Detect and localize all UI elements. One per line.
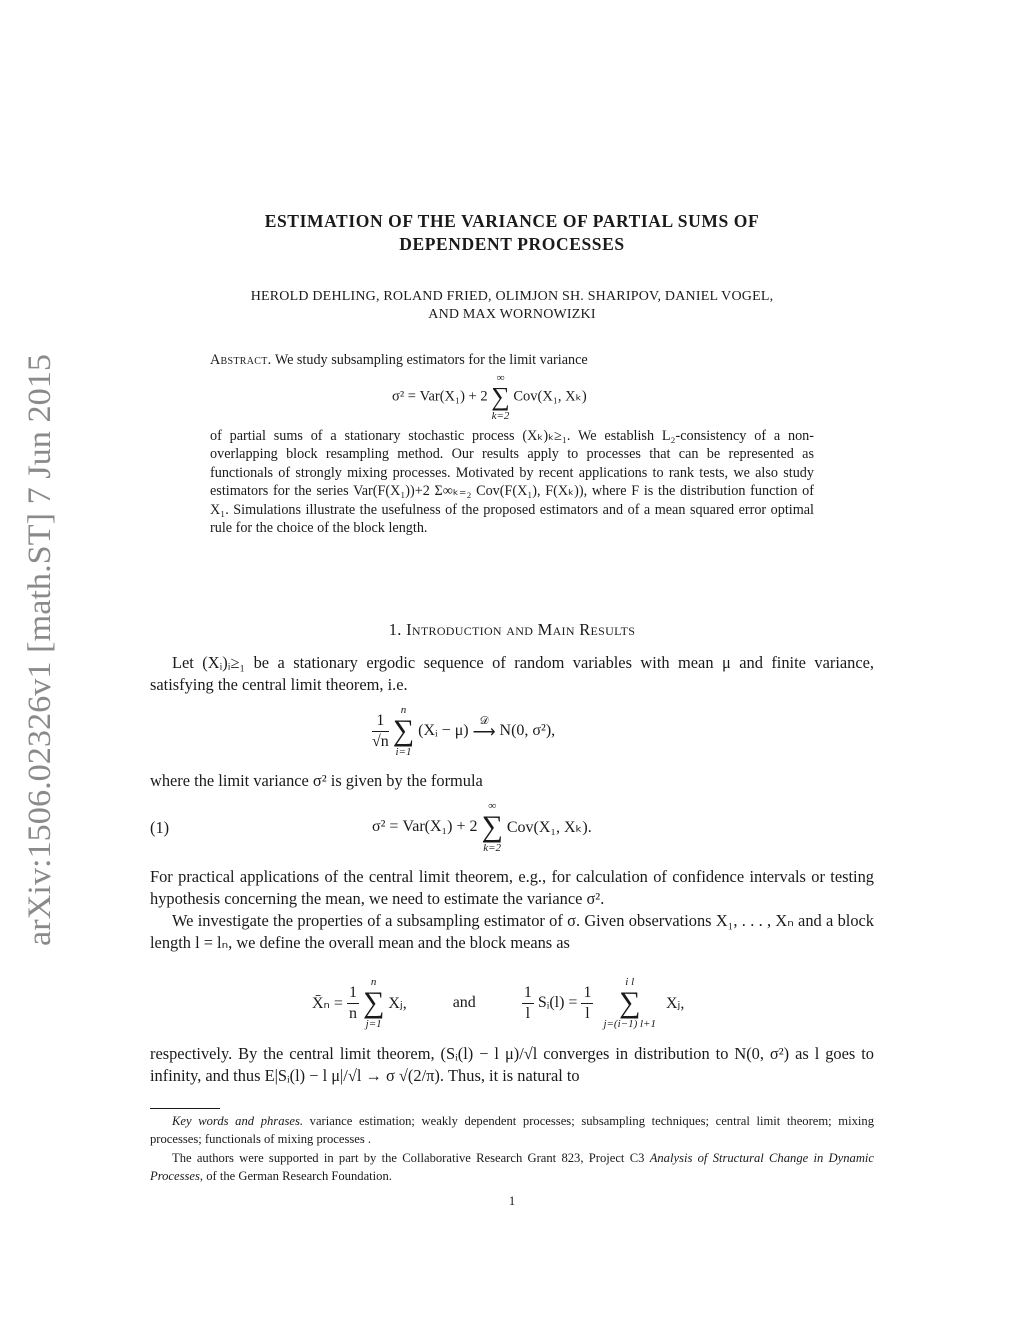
page-number: 1 — [508, 1194, 516, 1208]
sigma-symbol: ∑ — [481, 810, 503, 843]
paragraph-5: respectively. By the central limit theorem, (Sᵢ(l) − l μ)/√l converges in distribution to N(0, σ²) as l goes to infinity, and thus E|Sᵢ(l) − l μ|/√l → σ √(2/π). Thus, it is natural to — [150, 1044, 874, 1085]
title-line-1: ESTIMATION OF THE VARIANCE OF PARTIAL SUMS OF — [264, 211, 760, 231]
arrow-icon: ⟶ — [472, 723, 496, 741]
paragraph-2: where the limit variance σ² is given by the formula — [150, 771, 483, 790]
clt-sum-top: n — [400, 704, 407, 716]
block-mid: Sᵢ(l) = — [537, 994, 578, 1011]
xbar-den: n — [348, 1004, 357, 1022]
xbar-sum-bottom: j=1 — [365, 1018, 382, 1030]
block-num: 1 — [522, 983, 534, 1004]
support-project: Analysis of Structural Change in Dynamic Processes — [150, 1151, 875, 1183]
footnote-support — [150, 1150, 874, 1185]
and-word: and — [452, 994, 476, 1011]
block-sum-top: i l — [625, 976, 635, 988]
xbar-num: 1 — [347, 983, 359, 1004]
sigma-symbol: ∑ — [362, 986, 385, 1019]
abstract-eq-sum-top: ∞ — [496, 372, 505, 384]
paper-title — [150, 210, 874, 256]
variance-equation — [372, 800, 592, 854]
xbar-fraction — [347, 983, 359, 1024]
paragraph-4: We investigate the properties of a subsampling estimator of σ. Given observations X₁, . . . , Xₙ and a block length l = lₙ, we define the overall mean and the block means as — [150, 911, 874, 952]
block-term: Xⱼ, — [665, 995, 685, 1012]
block-fraction-2 — [581, 983, 593, 1024]
abstract-body: of partial sums of a stationary stochastic process (Xₖ)ₖ≥₁. We establish L₂-consistency of a non-overlapping block resampling method. Our results apply to processes that can be represented as functionals of strongly mixing processes. Motivated by recent applications to rank tests, we also study estimators for the series Var(F(X₁))+2 Σ∞ₖ₌₂ Cov(F(X₁), F(Xₖ)), where F is the distribution function of X₁. Simulations illustrate the usefulness of the proposed estimators and of a mean squared error optimal rule for the choice of the block length. — [210, 428, 814, 537]
sigma-symbol: ∑ — [392, 714, 415, 747]
clt-frac-den: √n — [372, 732, 389, 750]
abstract-eq-sum — [491, 372, 510, 422]
eq1-sum-bottom: k=2 — [483, 842, 502, 854]
footnote-rule — [150, 1108, 220, 1109]
paragraph-1: Let (Xᵢ)ᵢ≥₁ be a stationary ergodic sequence of random variables with mean μ and finite variance, satisfying the central limit theorem, i.e. — [150, 653, 874, 694]
means-equation — [312, 976, 684, 1030]
xbar-sum — [363, 976, 384, 1030]
xbar-sum-top: n — [370, 976, 377, 988]
equation-number: (1) — [150, 818, 170, 837]
author-list — [150, 288, 874, 324]
eq1-sum-top: ∞ — [488, 800, 497, 812]
abstract-intro-text: We study subsampling estimators for the limit variance — [274, 352, 588, 368]
sigma-symbol: ∑ — [619, 986, 641, 1019]
clt-sum-bottom: i=1 — [395, 746, 412, 758]
eq1-lhs: σ² = Var(X₁) + 2 — [372, 818, 478, 835]
xbar-lhs: X̄ₙ = — [312, 995, 343, 1012]
keywords-label: Key words and phrases. — [172, 1114, 304, 1128]
arxiv-stamp-text: arXiv:1506.02326v1 [math.ST] 7 Jun 2015 — [22, 375, 58, 946]
section-heading — [150, 620, 874, 640]
section-heading-text: 1. Introduction and Main Results — [388, 620, 636, 639]
arrow-label: 𝒟 — [479, 714, 489, 727]
authors-line-1: HEROLD DEHLING, ROLAND FRIED, OLIMJON SH. SHARIPOV, DANIEL VOGEL, — [250, 289, 774, 304]
support-pre: The authors were supported in part by the Collaborative Research Grant 823, Project C3 — [172, 1151, 645, 1165]
block-den: l — [525, 1004, 531, 1022]
abstract-intro — [210, 351, 814, 369]
clt-fraction — [372, 711, 389, 752]
arxiv-stamp — [6, 350, 64, 950]
footnote-keywords — [150, 1113, 874, 1148]
abstract-label: Abstract. — [210, 352, 272, 368]
abstract-eq-lhs: σ² = Var(X₁) + 2 — [392, 388, 488, 405]
block-fraction — [522, 983, 534, 1024]
abstract-equation — [392, 372, 587, 422]
support-post: , of the German Research Foundation. — [199, 1168, 392, 1183]
paragraph-3: For practical applications of the central limit theorem, e.g., for calculation of confidence intervals or testing hypothesis concerning the mean, we need to estimate the variance σ². — [150, 867, 874, 908]
abstract-eq-sum-bottom: k=2 — [491, 410, 510, 422]
convergence-arrow — [473, 716, 496, 739]
authors-line-2: AND MAX WORNOWIZKI — [428, 307, 596, 322]
sigma-symbol: ∑ — [491, 382, 510, 411]
clt-rhs: N(0, σ²), — [499, 722, 556, 739]
eq1-term: Cov(X₁, Xₖ). — [506, 819, 592, 836]
clt-equation — [372, 704, 555, 758]
block-sum-bottom: j=(i−1) l+1 — [603, 1018, 656, 1030]
clt-term: (Xᵢ − μ) — [418, 722, 469, 739]
eq1-sum — [481, 800, 502, 854]
block-den-2: l — [585, 1004, 590, 1022]
xbar-term: Xⱼ, — [388, 995, 407, 1012]
title-line-2: DEPENDENT PROCESSES — [399, 234, 625, 254]
clt-frac-num: 1 — [372, 711, 389, 732]
keywords-text: variance estimation; weakly dependent processes; subsampling techniques; central limit theorem; mixing processes; functionals of mixing processes . — [150, 1114, 874, 1146]
clt-sum — [393, 704, 414, 758]
block-sum — [603, 976, 656, 1030]
abstract-eq-term: Cov(X₁, Xₖ) — [513, 388, 587, 405]
block-num-2: 1 — [581, 983, 593, 1004]
